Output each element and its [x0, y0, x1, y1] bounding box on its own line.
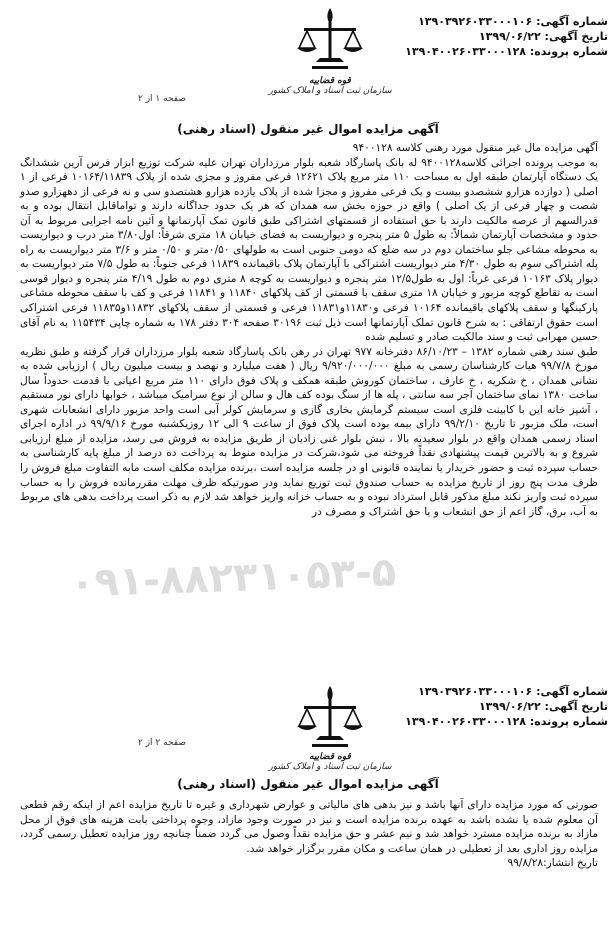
org-line-2: سازمان ثبت اسناد و املاک کشور: [268, 86, 392, 96]
org-line-1: قوه قضاییه: [309, 752, 351, 762]
org-line-2: سازمان ثبت اسناد و املاک کشور: [268, 762, 392, 772]
ad-number: شماره آگهی: ۱۳۹۰۳۹۲۶۰۳۳۰۰۰۱۰۶: [418, 15, 608, 28]
file-number: شماره پرونده: ۱۳۹۰۴۰۰۲۶۰۳۳۰۰۰۱۲۸: [405, 45, 608, 58]
ad-date: تاریخ آگهی: ۱۳۹۹/۰۶/۲۲: [478, 30, 608, 43]
organization-label: [265, 76, 395, 96]
file-number: شماره پرونده: ۱۳۹۰۴۰۰۲۶۰۳۳۰۰۰۱۲۸: [405, 715, 608, 728]
ad-title: آگهی مزایده اموال غیر منقول (اسناد رهنی): [177, 777, 439, 791]
judiciary-emblem-icon: [290, 682, 370, 752]
ad-paragraph: صورتی که مورد مزایده دارای آنها باشد و نیز بدهی های مالیاتی و عوارض شهرداری و غیره تا تاریخ مزایده اعم از اینکه رقم قطعی آن معلوم شده یا نشده باشد به عهده برنده مزایده است و نیز در صورت وجود مازاد، وجوه پرداختی بابت هزینه های فوق از محل مازاد به برنده مزایده مسترد خواهد شد و نیم عشر و حق مزایده نقداً وصول می گردد ضمناً چنانچه روز مزایده تعطیل رسمی گردد، مزایده روز اداری بعد از تعطیلی در همان ساعت و مکان مقرر برگزار خواهد شد.: [20, 799, 598, 855]
phone-watermark: ۰۹۱-۸۸۲۳۱۰۵۳-۵: [69, 549, 397, 607]
ad-body: [20, 141, 598, 519]
ad-paragraph: آگهی مزایده مال غیر منقول مورد رهنی کلاسه ۹۴۰۰۱۲۸: [352, 142, 598, 154]
ad-number: شماره آگهی: ۱۳۹۰۳۹۲۶۰۳۳۰۰۰۱۰۶: [418, 685, 608, 698]
org-line-1: قوه قضاییه: [309, 76, 351, 86]
ad-title: آگهی مزایده اموال غیر منقول (اسناد رهنی): [177, 122, 439, 136]
ad-date: تاریخ آگهی: ۱۳۹۹/۰۶/۲۲: [478, 700, 608, 713]
judiciary-emblem-icon: [290, 4, 370, 74]
document-page-2: [0, 685, 616, 950]
header-meta: [405, 14, 608, 59]
ad-body: [20, 798, 598, 871]
page-number: صفحه ۱ از ۲: [138, 94, 186, 104]
ad-paragraph: به موجب پرونده اجرائی کلاسه۹۴۰۰۱۲۸ له بانک پاسارگاد شعبه بلوار مرزداران تهران علیه شرکت توزیع ابزار فرس آرین ششدانگ یک دستگاه آپارتمان طبقه اول به مساحت ۱۱۰ متر مربع پلاک ۱۲۶۲۱ فرعی مفروز و مجزی شده از پلاک ۱۰۱۶۴/۱۱۸۳۹ فرعی از ۱ اصلی ( دوازده هزارو ششصدو بیست و یک فرعی مفروز و مجزا شده از پلاک یازده هزارو هشتصدو سی و نه فرعی از دههزارو صدو شصت و چهار فرعی از یک اصلی ) واقع در حوزه بخش سه همدان که هر یک حدود جداگانه دارند و تواماقابل انتقال بوده و به قدرالسهم از عرصه مالکیت دارند با حق استفاده از قسمتهای اشتراکی طبق قانون تمک آپارتمانها و آئین نامه اجرایی مربوط به آن حدود و مشخصات آپارتمان شمالاً: به طول ۵ متر پنجره و دیواریست به فضای خیابان ۱۸ متری شرقاً: اول۳/۸۰ متر درب و دیواریست به محوطه مشاعی جلو ساختمان دوم در سه ضلع که دومی جنوبی است به طولهای ۰/۵۰متر و ۰/۵۰ متر و ۳/۶ متر دیواریست به راه پله اشتراکی سوم به طول ۴/۳۰ متر دیواریست اشتراکی با آپارتمان پلاک باقیمانده ۱۱۸۳۹ فرعی جنوباً: به طول ۷/۵ متر دیواریست به دیوار پلاک ۱۰۱۶۳ فرعی غرباً: اول به طول۱۲/۵ متر پنجره و دیواریست به کوچه ۸ متری دوم به طول ۴/۱۹ متر پنجره و دیوار قوسی است به تقاطع کوچه مزبور و خیابان ۱۸ متری سقف با قسمتی از کف پلاکهای ۱۱۸۴۰ و ۱۱۸۴۱ فرعی و کف با سقف محوطه مشاعی پارکینگها و سقف پلاکهای باقیمانده ۱۰۱۶۴ فرعی و۱۱۸۳۰و۱۱۸۳۱ فرعی و قسمتی از سقف پلاکهای ۱۱۸۳۲و۱۱۸۳۵ فرعی اشتراکی است حقوق ارتفاقی : به شرح قانون تملک آپارتمانها است ذیل ثبت ۳۰۱۹۶ صفحه ۳۰۴ دفتر ۱۷۸ به شماره چاپی ۱۱۵۴۳۴ به نام آقای حسین مهرابی ثبت و سند مالکیت صادر و تسلیم شده: [20, 156, 599, 344]
ad-paragraph: طبق سند رهنی شماره ۱۳۸۲ – ۸۶/۱۰/۲۳ دفترخانه ۹۷۷ تهران در رهن بانک پاسارگاد شعبه بلوار مرزداران قرار گرفته و طبق نظریه مورخ ۹۹/۷/۸ هیات کارشناسان رسمی به مبلغ ۹/۹۲۰/۰۰۰/۰۰۰ ریال ( هفت میلیارد و نهصد و بیست میلیون ریال ) ارزیابی شده به نشانی همدان ، خ شکریه ، خ عارف ، ساختمان کوروش طبقه همکف و پلاک فوق دارای ۱۱۰ متر مربع اعیانی با قدمت حدوداً سال ساخت ۱۳۸۰ نمای ساختمان آجر سه سانتی ، پله ها از سنگ بوده کف هال و سالن از نوع سرامیک میباشد ، خوابها دارای نور مستقیم ، آشپز خانه این با کابینت فلزی است سیستم گرمایش بخاری گازی و سرمایش کولر آبی است واحد مزبور دارای انشعابات شهری است، ملک مزبور تا تاریخ ۹۹/۲/۱۰ دارای بیمه بوده است پلاک فوق از ساعت ۹ الی ۱۲ روزیکشنبه مورخ ۹۹/۹/۱۶ در اداره اجرای اسناد رسمی همدان واقع در بلوار سعیدیه بالا ، نبش بلوار غنی زادیان از طریق مزایده به فروش می رسد، مزایده از مبلغ ارزیابی شروع و به بالاترین قیمت پیشنهادی نقداً فروخته می شود،شرکت در مزایده منوط به پرداخت ده درصد از مبلغ پایه کارشناسی به حساب سپرده ثبت و حضور خریدار یا نماینده قانونی او در جلسه مزایده است ،برنده مزایده مکلف است مابه التفاوت مبلغ فروش را ظرف مدت پنج روز از تاریخ مزایده به حساب صندوق ثبت توزیع نماید ودر صورتیکه ظرف مهلت مقررمانده فروش را به حساب سپرده ثبت واریز نکند مبلغ مذکور قابل استرداد نبوده و به حساب خزانه واریز خواهد شد لازم به ذکر است پرداخت بدهی های مربوط به آب، برق، گاز اعم از حق انشعاب و یا حق اشتراک و مصرف در: [20, 345, 598, 518]
page-number: صفحه ۲ از ۲: [138, 738, 186, 748]
organization-label: [265, 752, 395, 772]
publish-date: تاریخ انتشار:۹۹/۸/۲۸: [507, 857, 598, 870]
header-meta: [405, 684, 608, 729]
